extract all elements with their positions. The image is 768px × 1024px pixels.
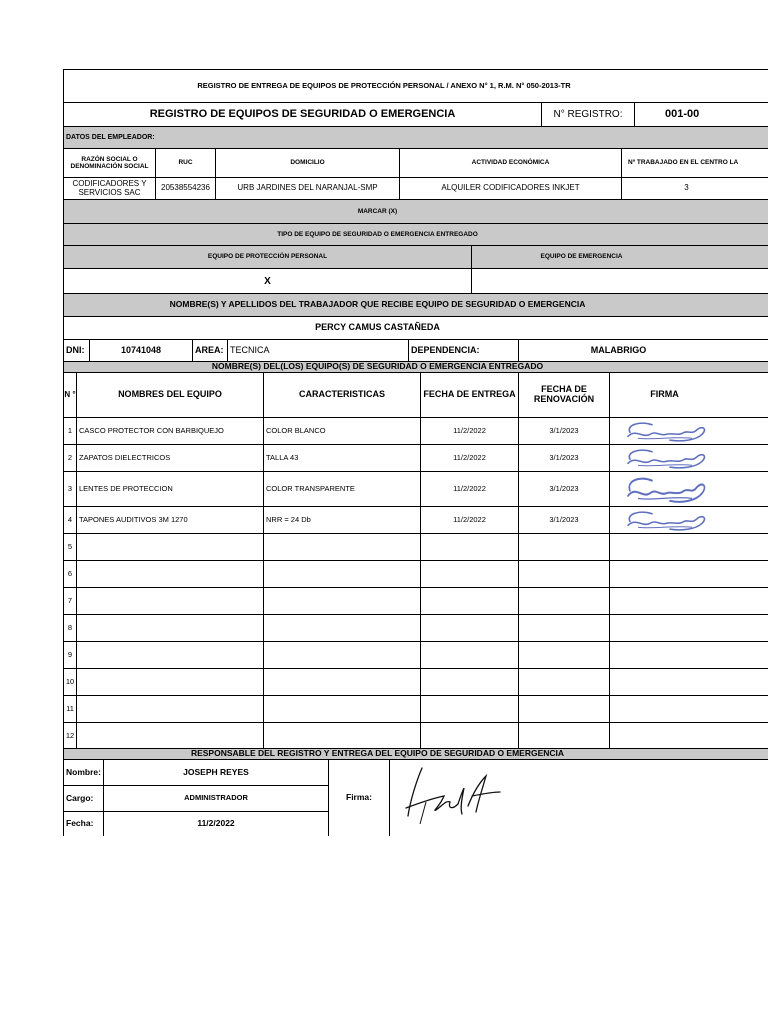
row-fecha-renovacion: 3/1/2023 xyxy=(518,507,609,534)
worker-section-label: NOMBRE(S) Y APELLIDOS DEL TRABAJADOR QUE RECIBE EQUIPO DE SEGURIDAD O EMERGENCIA xyxy=(169,299,586,310)
caracteristicas-header: CARACTERISTICAS xyxy=(263,373,420,417)
row-fecha-renovacion xyxy=(518,696,609,723)
row-fecha-renovacion xyxy=(518,615,609,642)
row-fecha-entrega xyxy=(420,723,518,750)
fecha-label: Fecha: xyxy=(64,811,103,836)
row-equipo-nombre: LENTES DE PROTECCION xyxy=(76,472,263,507)
row-number: 3 xyxy=(67,484,73,494)
n-header: N ° xyxy=(64,389,76,399)
row-fecha-renovacion xyxy=(518,669,609,696)
row-caracteristicas: TALLA 43 xyxy=(263,445,420,472)
row-fecha-renovacion: 3/1/2023 xyxy=(518,472,609,507)
row-firma xyxy=(609,534,719,561)
row-firma xyxy=(609,723,719,750)
row-number: 12 xyxy=(65,731,75,741)
firma-signature xyxy=(622,419,708,444)
fecha-value: 11/2/2022 xyxy=(103,811,328,836)
equipment-table-header xyxy=(63,372,768,417)
ruc-header: RUC xyxy=(155,149,215,177)
row-equipo-nombre xyxy=(76,588,263,615)
tipo-equipo-row xyxy=(63,223,768,245)
row-number: 1 xyxy=(67,426,73,436)
row-firma xyxy=(609,615,719,642)
nombre-label: Nombre: xyxy=(66,766,101,777)
row-firma xyxy=(609,696,719,723)
row-number: 5 xyxy=(67,542,73,552)
row-number: 6 xyxy=(67,569,73,579)
cargo-label: Cargo: xyxy=(64,785,103,811)
responsable-signature xyxy=(402,762,512,832)
table-row xyxy=(63,641,768,669)
row-fecha-renovacion: 3/1/2023 xyxy=(518,418,609,445)
row-equipo-nombre xyxy=(76,534,263,561)
table-row xyxy=(63,587,768,615)
worker-name: PERCY CAMUS CASTAÑEDA xyxy=(315,322,440,333)
row-equipo-nombre xyxy=(76,642,263,669)
dni-value: 10741048 xyxy=(89,340,192,361)
actividad-value: ALQUILER CODIFICADORES INKJET xyxy=(399,178,621,199)
trabajadores-value: 3 xyxy=(621,178,751,199)
row-number: 4 xyxy=(67,515,73,525)
form-header-title: REGISTRO DE ENTREGA DE EQUIPOS DE PROTECCIÓN PERSONAL / ANEXO N° 1, R.M. N° 050-2013-TR xyxy=(197,80,571,90)
domicilio-value: URB JARDINES DEL NARANJAL-SMP xyxy=(215,178,399,199)
row-fecha-renovacion: 3/1/2023 xyxy=(518,445,609,472)
form-header xyxy=(63,69,768,102)
firma-signature xyxy=(622,508,708,533)
ruc-value: 20538554236 xyxy=(155,178,215,199)
nombre-header: NOMBRES DEL EQUIPO xyxy=(76,373,263,417)
row-equipo-nombre xyxy=(76,723,263,750)
registro-label: N° REGISTRO: xyxy=(541,103,634,126)
employer-values xyxy=(63,177,768,199)
row-number: 8 xyxy=(67,623,73,633)
row-fecha-entrega xyxy=(420,642,518,669)
razon-value: CODIFICADORES Y SERVICIOS SAC xyxy=(72,178,147,197)
row-caracteristicas: NRR = 24 Db xyxy=(263,507,420,534)
row-caracteristicas: COLOR TRANSPARENTE xyxy=(263,472,420,507)
emergencia-mark[interactable] xyxy=(471,269,691,293)
tipo-equipo-label: TIPO DE EQUIPO DE SEGURIDAD O EMERGENCIA ENTREGADO xyxy=(277,230,478,238)
trabajadores-header: Nº TRABAJADO EN EL CENTRO LA xyxy=(621,149,768,177)
row-number: 9 xyxy=(67,650,73,660)
row-number: 2 xyxy=(67,453,73,463)
table-row xyxy=(63,560,768,588)
worker-name-row xyxy=(63,316,768,339)
row-firma xyxy=(609,472,719,507)
emergencia-label: EQUIPO DE EMERGENCIA xyxy=(471,246,691,268)
nombre-value: JOSEPH REYES xyxy=(103,760,328,785)
row-caracteristicas xyxy=(263,534,420,561)
row-number: 10 xyxy=(65,677,75,687)
row-fecha-entrega: 11/2/2022 xyxy=(420,507,518,534)
registro-form xyxy=(63,69,768,836)
row-equipo-nombre: ZAPATOS DIELECTRICOS xyxy=(76,445,263,472)
employer-section-label: DATOS DEL EMPLEADOR: xyxy=(66,133,155,141)
row-fecha-entrega: 11/2/2022 xyxy=(420,445,518,472)
row-equipo-nombre xyxy=(76,696,263,723)
row-fecha-entrega xyxy=(420,588,518,615)
firma-signature xyxy=(622,473,708,506)
equipo-type-headers xyxy=(63,245,768,268)
responsable-section-label: RESPONSABLE DEL REGISTRO Y ENTREGA DEL EQUIPO DE SEGURIDAD O EMERGENCIA xyxy=(190,749,565,759)
row-fecha-entrega xyxy=(420,669,518,696)
area-label: AREA: xyxy=(192,340,227,361)
epp-label: EQUIPO DE PROTECCIÓN PERSONAL xyxy=(207,253,328,261)
cargo-value: ADMINISTRADOR xyxy=(103,785,328,811)
row-firma xyxy=(609,588,719,615)
employer-headers xyxy=(63,148,768,177)
table-row xyxy=(63,471,768,507)
row-fecha-renovacion xyxy=(518,723,609,750)
row-fecha-entrega xyxy=(420,696,518,723)
domicilio-header: DOMICILIO xyxy=(215,149,399,177)
row-caracteristicas xyxy=(263,615,420,642)
row-firma xyxy=(609,418,719,445)
razon-header: RAZÓN SOCIAL O DENOMINACIÓN SOCIAL xyxy=(70,155,149,170)
employer-section-header xyxy=(63,126,768,148)
row-fecha-entrega xyxy=(420,561,518,588)
row-caracteristicas xyxy=(263,561,420,588)
row-fecha-renovacion xyxy=(518,561,609,588)
equipment-section-header xyxy=(63,361,768,372)
table-row xyxy=(63,668,768,696)
row-caracteristicas xyxy=(263,696,420,723)
table-row xyxy=(63,722,768,750)
actividad-header: ACTIVIDAD ECONÓMICA xyxy=(399,149,621,177)
row-fecha-entrega xyxy=(420,615,518,642)
row-fecha-entrega xyxy=(420,534,518,561)
worker-details-row xyxy=(63,339,768,361)
worker-section-header xyxy=(63,293,768,316)
responsable-section-header xyxy=(63,748,768,759)
main-title: REGISTRO DE EQUIPOS DE SEGURIDAD O EMERGENCIA xyxy=(149,108,456,121)
row-caracteristicas xyxy=(263,669,420,696)
dependencia-label: DEPENDENCIA: xyxy=(408,340,518,361)
firma-header: FIRMA xyxy=(609,373,719,417)
responsable-block xyxy=(63,759,768,836)
marcar-label: MARCAR (X) xyxy=(357,207,398,215)
row-fecha-entrega: 11/2/2022 xyxy=(420,418,518,445)
table-row xyxy=(63,533,768,561)
area-value: TECNICA xyxy=(227,340,408,361)
title-row xyxy=(63,102,768,126)
dni-label: DNI: xyxy=(66,344,85,355)
marcar-row xyxy=(63,199,768,223)
firma-label: Firma: xyxy=(328,760,389,836)
dependencia-value: MALABRIGO xyxy=(518,340,718,361)
row-fecha-entrega: 11/2/2022 xyxy=(420,472,518,507)
row-fecha-renovacion xyxy=(518,534,609,561)
row-number: 11 xyxy=(66,704,74,714)
row-fecha-renovacion xyxy=(518,642,609,669)
row-equipo-nombre xyxy=(76,615,263,642)
equipment-section-label: NOMBRE(S) DEL(LOS) EQUIPO(S) DE SEGURIDAD O EMERGENCIA ENTREGADO xyxy=(211,362,544,372)
row-firma xyxy=(609,561,719,588)
row-firma xyxy=(609,642,719,669)
row-equipo-nombre xyxy=(76,669,263,696)
row-equipo-nombre: TAPONES AUDITIVOS 3M 1270 xyxy=(76,507,263,534)
row-caracteristicas xyxy=(263,723,420,750)
fecha-entrega-header: FECHA DE ENTREGA xyxy=(420,373,518,417)
row-caracteristicas xyxy=(263,588,420,615)
row-firma xyxy=(609,669,719,696)
table-row xyxy=(63,417,768,445)
table-row xyxy=(63,695,768,723)
row-equipo-nombre xyxy=(76,561,263,588)
firma-signature xyxy=(622,446,708,471)
fecha-renovacion-header: FECHA DE RENOVACIÓN xyxy=(518,373,609,417)
row-fecha-renovacion xyxy=(518,588,609,615)
row-firma xyxy=(609,445,719,472)
epp-mark[interactable]: X xyxy=(264,275,271,287)
table-row xyxy=(63,444,768,472)
row-equipo-nombre: CASCO PROTECTOR CON BARBIQUEJO xyxy=(76,418,263,445)
table-row xyxy=(63,614,768,642)
row-firma xyxy=(609,507,719,534)
responsable-signature-cell xyxy=(389,760,768,836)
row-number: 7 xyxy=(67,596,73,606)
registro-value: 001-00 xyxy=(634,103,768,126)
table-row xyxy=(63,506,768,534)
equipo-type-marks xyxy=(63,268,768,293)
row-caracteristicas: COLOR BLANCO xyxy=(263,418,420,445)
row-caracteristicas xyxy=(263,642,420,669)
